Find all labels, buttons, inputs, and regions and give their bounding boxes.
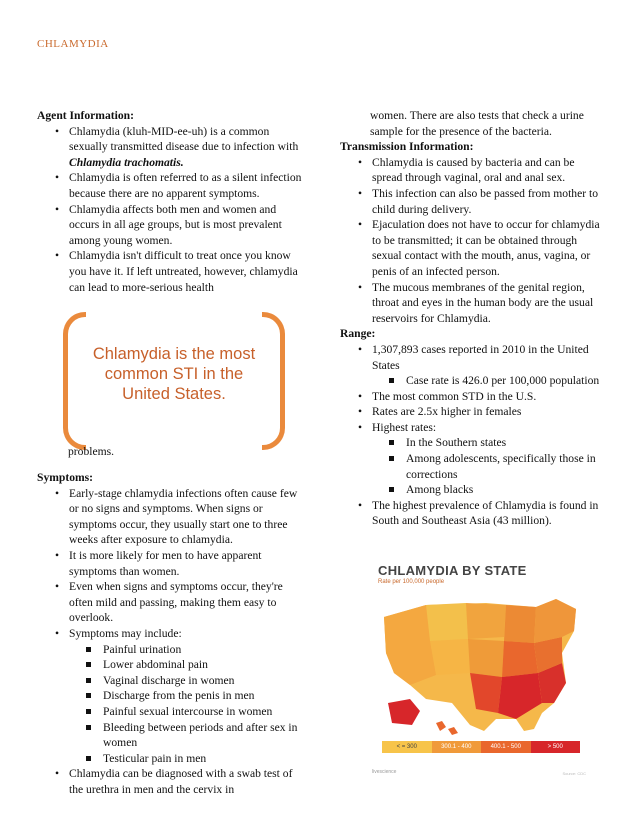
symptoms-heading: Symptoms: bbox=[37, 471, 94, 484]
list-item: • Chlamydia is caused by bacteria and can be spread through vaginal, oral and anal sex. bbox=[340, 155, 602, 186]
right-column bbox=[340, 108, 602, 529]
list-item: • The mucous membranes of the genital region, throat and eyes in the human body are the usual reservoirs for Chlamydia. bbox=[340, 280, 602, 327]
list-item: • Highest rates: bbox=[340, 420, 602, 436]
map-source: Source: CDC bbox=[562, 771, 586, 776]
map-legend bbox=[382, 741, 580, 753]
sub-list-item: Testicular pain in men bbox=[37, 751, 305, 767]
list-item: • Symptoms may include: bbox=[37, 626, 305, 642]
list-item: • Even when signs and symptoms occur, they're often mild and passing, making them easy to overlook. bbox=[37, 579, 305, 626]
list-item: • Ejaculation does not have to occur for chlamydia to be transmitted; it can be obtained through sexual contact with the mouth, anus, vagina, or penis of an infected person. bbox=[340, 217, 602, 279]
list-item: • 1,307,893 cases reported in 2010 in the United States bbox=[340, 342, 602, 373]
agent-heading: Agent Information: bbox=[37, 109, 134, 122]
symptoms-list bbox=[37, 486, 305, 798]
list-item: • Chlamydia isn't difficult to treat once you know you have it. If left untreated, however, chlamydia can lead to more-serious health bbox=[37, 248, 305, 295]
left-column bbox=[37, 108, 305, 295]
sub-list-item: Painful urination bbox=[37, 642, 305, 658]
legend-item: > 500 bbox=[531, 741, 581, 753]
chlamydia-map-image bbox=[366, 553, 594, 789]
us-map-graphic bbox=[366, 553, 594, 789]
legend-item: 400.1 - 500 bbox=[481, 741, 531, 753]
sub-list-item: Vaginal discharge in women bbox=[37, 673, 305, 689]
list-item: • Rates are 2.5x higher in females bbox=[340, 404, 602, 420]
list-item: • Chlamydia (kluh-MID-ee-uh) is a common sexually transmitted disease due to infection with Chlamydia trachomatis. bbox=[37, 124, 305, 171]
sub-list-item: In the Southern states bbox=[340, 435, 602, 451]
sub-list-item: Among adolescents, specifically those in corrections bbox=[340, 451, 602, 482]
sub-list-item: Among blacks bbox=[340, 482, 602, 498]
sub-list-item: Case rate is 426.0 per 100,000 population bbox=[340, 373, 602, 389]
list-item: • Chlamydia can be diagnosed with a swab test of the urethra in men and the cervix in bbox=[37, 766, 305, 797]
range-list bbox=[340, 342, 602, 529]
sub-list-item: Discharge from the penis in men bbox=[37, 688, 305, 704]
map-title: CHLAMYDIA BY STATE bbox=[378, 563, 527, 578]
right-continuation: women. There are also tests that check a urine sample for the presence of the bacteria. bbox=[370, 109, 584, 138]
agent-continuation: problems. bbox=[68, 445, 115, 458]
right-bracket bbox=[262, 312, 285, 450]
list-item: • Chlamydia affects both men and women and occurs in all age groups, but is most prevalent among young women. bbox=[37, 202, 305, 249]
transmission-heading: Transmission Information: bbox=[340, 140, 474, 154]
list-item: • The highest prevalence of Chlamydia is found in South and Southeast Asia (43 million). bbox=[340, 498, 602, 529]
sub-list-item: Bleeding between periods and after sex in women bbox=[37, 720, 305, 751]
pull-quote-text: Chlamydia is the most common STI in the United States. bbox=[92, 345, 256, 403]
legend-item: < = 300 bbox=[382, 741, 432, 753]
symptoms-section bbox=[37, 470, 305, 797]
list-item: • Early-stage chlamydia infections often cause few or no signs and symptoms. When signs or symptoms occur, they usually start one to three weeks after exposure to chlamydia. bbox=[37, 486, 305, 548]
livescience-logo: livescience bbox=[372, 769, 397, 775]
page-header: CHLAMYDIA bbox=[37, 38, 109, 50]
legend-item: 300.1 - 400 bbox=[432, 741, 482, 753]
transmission-list bbox=[340, 155, 602, 327]
pull-quote bbox=[63, 312, 285, 440]
list-item: • It is more likely for men to have apparent symptoms than women. bbox=[37, 548, 305, 579]
sub-list-item: Lower abdominal pain bbox=[37, 657, 305, 673]
list-item: • The most common STD in the U.S. bbox=[340, 389, 602, 405]
sub-list-item: Painful sexual intercourse in women bbox=[37, 704, 305, 720]
map-subtitle: Rate per 100,000 people bbox=[378, 579, 445, 585]
list-item: • Chlamydia is often referred to as a silent infection because there are no apparent symptoms. bbox=[37, 170, 305, 201]
agent-list bbox=[37, 124, 305, 296]
list-item: • This infection can also be passed from mother to child during delivery. bbox=[340, 186, 602, 217]
species-name: Chlamydia trachomatis. bbox=[69, 155, 184, 169]
range-heading: Range: bbox=[340, 327, 376, 341]
